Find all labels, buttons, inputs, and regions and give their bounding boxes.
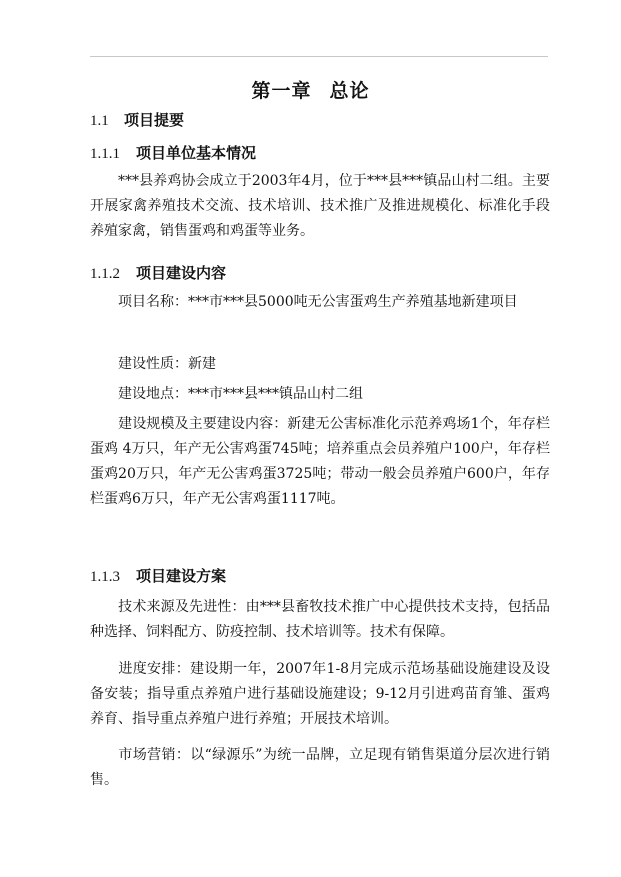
- section-title: 项目提要: [124, 111, 185, 129]
- paragraph-scale: 建设规模及主要建设内容：新建无公害标准化示范养鸡场1个，年存栏蛋鸡 4万只，年产无公害鸡蛋745吨；培养重点会员养殖户100户，年存栏蛋鸡20万只，年产无公害鸡蛋3725吨；带动一般会员养殖户600户，年存栏蛋鸡6万只，年产无公害鸡蛋1117吨。: [90, 416, 550, 507]
- section-number: 1.1.2: [90, 266, 120, 282]
- chapter-number: 第一章: [251, 80, 312, 102]
- section-number: 1.1.3: [90, 569, 120, 585]
- section-number: 1.1.1: [90, 146, 120, 162]
- section-heading-1-1-3: [90, 566, 226, 587]
- paragraph-tech-source: 技术来源及先进性：由***县畜牧技术推广中心提供技术支持，包括品种选择、饲料配方、防疫控制、技术培训等。技术有保障。: [90, 599, 550, 640]
- section-title: 项目单位基本情况: [136, 144, 257, 162]
- section-number: 1.1: [90, 113, 109, 129]
- chapter-name: 总论: [329, 80, 370, 102]
- section-heading-1-1: [90, 110, 184, 131]
- section-title: 项目建设内容: [136, 264, 227, 282]
- paragraph-nature: 建设性质：新建: [118, 356, 216, 372]
- section-heading-1-1-2: [90, 263, 226, 284]
- paragraph-marketing: 市场营销：以“绿源乐”为统一品牌，立足现有销售渠道分层次进行销售。: [90, 747, 550, 788]
- paragraph-schedule: 进度安排：建设期一年，2007年1-8月完成示范场基础设施建设及设备安装；指导重点养殖户进行基础设施建设；9-12月引进鸡苗育雏、蛋鸡养育、指导重点养殖户进行养殖；开展技术培训。: [90, 661, 550, 727]
- section-heading-1-1-1: [90, 143, 256, 164]
- header-rule: [90, 56, 548, 57]
- paragraph-project-name: 项目名称：***市***县5000吨无公害蛋鸡生产养殖基地新建项目: [118, 294, 518, 310]
- section-title: 项目建设方案: [136, 567, 227, 585]
- paragraph-location: 建设地点：***市***县***镇品山村二组: [118, 386, 363, 402]
- paragraph-unit-info: ***县养鸡协会成立于2003年4月，位于***县***镇品山村二组。主要开展家禽养殖技术交流、技术培训、技术推广及推进规模化、标准化手段养殖家禽，销售蛋鸡和鸡蛋等业务。: [90, 173, 550, 239]
- chapter-title: [0, 76, 621, 103]
